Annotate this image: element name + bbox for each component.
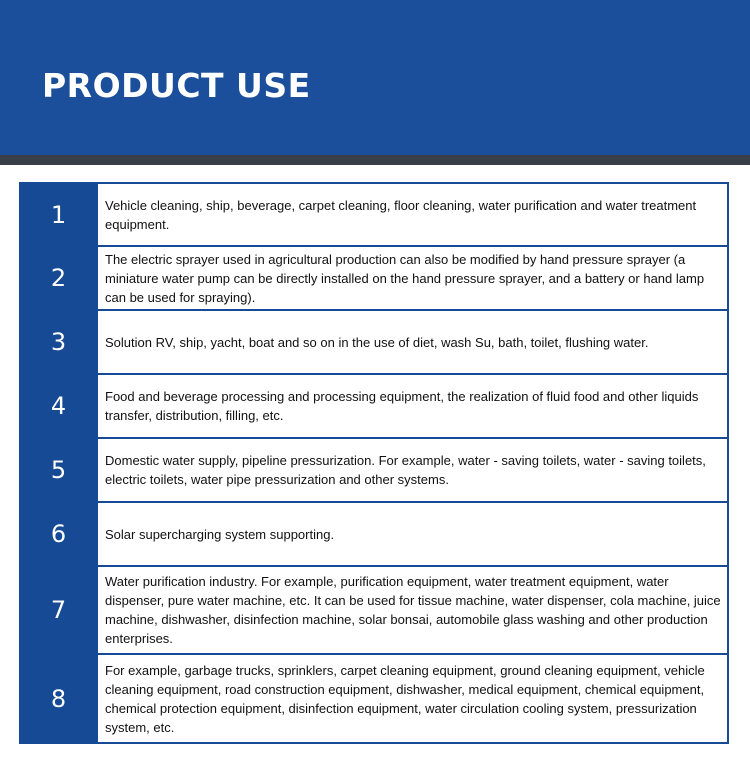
- table-row: [19, 247, 729, 311]
- product-use-table: [19, 182, 729, 744]
- row-number: 4: [19, 375, 98, 437]
- table-row: [19, 567, 729, 655]
- header-banner: [0, 0, 750, 155]
- row-description: The electric sprayer used in agricultural production can also be modified by hand pressure sprayer (a miniature water pump can be directly installed on the hand pressure sprayer, and a battery or hand lamp can be used for spraying).: [98, 247, 729, 309]
- table-row: [19, 503, 729, 567]
- table-row: [19, 311, 729, 375]
- row-description: Vehicle cleaning, ship, beverage, carpet cleaning, floor cleaning, water purification and water treatment equipment.: [98, 184, 729, 245]
- row-number: 1: [19, 184, 98, 245]
- row-description: Solution RV, ship, yacht, boat and so on in the use of diet, wash Su, bath, toilet, flushing water.: [98, 311, 729, 373]
- table-row: [19, 439, 729, 503]
- row-description: Domestic water supply, pipeline pressurization. For example, water - saving toilets, water - saving toilets, electric toilets, water pipe pressurization and other systems.: [98, 439, 729, 501]
- row-number: 2: [19, 247, 98, 309]
- row-description: Water purification industry. For example, purification equipment, water treatment equipment, water dispenser, pure water machine, etc. It can be used for tissue machine, water dispenser, cola machine, juice machine, dishwasher, disinfection machine, solar bonsai, automobile glass washing and other production enterprises.: [98, 567, 729, 653]
- row-description: Food and beverage processing and processing equipment, the realization of fluid food and other liquids transfer, distribution, filling, etc.: [98, 375, 729, 437]
- table-row: [19, 655, 729, 744]
- row-number: 5: [19, 439, 98, 501]
- row-number: 8: [19, 655, 98, 742]
- page-title: PRODUCT USE: [42, 66, 311, 105]
- row-description: For example, garbage trucks, sprinklers, carpet cleaning equipment, ground cleaning equipment, vehicle cleaning equipment, road construction equipment, dishwasher, medical equipment, chemical equipment, chemical protection equipment, disinfection equipment, water circulation cooling system, pressurization system, etc.: [98, 655, 729, 742]
- row-number: 7: [19, 567, 98, 653]
- row-number: 3: [19, 311, 98, 373]
- row-number: 6: [19, 503, 98, 565]
- header-divider-strip: [0, 155, 750, 165]
- table-row: [19, 375, 729, 439]
- table-row: [19, 184, 729, 247]
- row-description: Solar supercharging system supporting.: [98, 503, 729, 565]
